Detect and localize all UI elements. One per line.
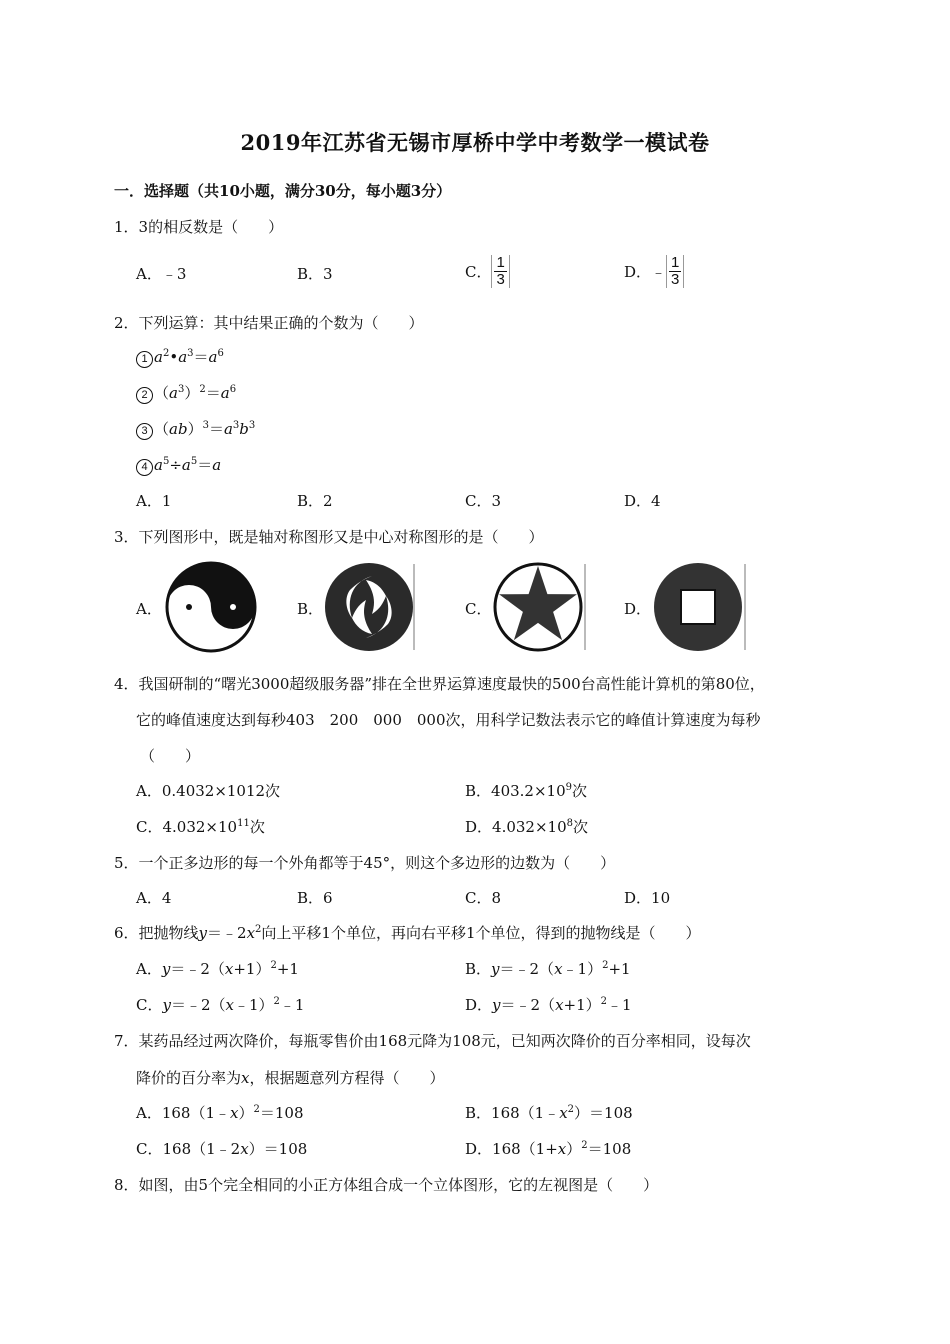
section-heading: 一．选择题（共10小题，满分30分，每小题3分） [114,182,452,200]
q6-option-d: D．$y=﹣2(x+1)^2﹣1$ [465,996,632,1014]
q5-option-c: C．8 [465,889,502,907]
q6-option-a: A．$y=﹣2(x+1)^2+1$ [136,960,299,978]
q3-option-d: D． [624,600,652,618]
question-8-stem: 8．如图，由5个完全相同的小正方体组合成一个立体图形，它的左视图是（ ） [114,1176,659,1194]
q4-option-c: C．$4.032\times 10^{11}$次 [136,818,265,836]
fraction-numerator: 1 [496,254,505,271]
q2-statement-1: 1 $a^2•a^3=a^6$ [136,346,224,368]
q1-option-c [465,255,510,288]
fraction-denominator: 3 [496,271,505,288]
circled-number: 4 [136,459,153,476]
q7-option-c: C．168（1﹣2x）＝108 [136,1140,308,1158]
page-title: 2019年江苏省无锡市厚桥中学中考数学一模试卷 [240,130,710,155]
question-3-stem: 3．下列图形中，既是轴对称图形又是中心对称图形的是（ ） [114,528,544,546]
question-4-line-3: （ ） [140,747,201,765]
star-in-circle-figure [492,560,588,654]
q6-option-b: B．y＝﹣2（x﹣1）$^2$+1 [465,960,631,978]
question-4-line-1: 4．我国研制的“曙光3000超级服务器”排在全世界运算速度最快的500台高性能计算机的第80位， [114,675,765,693]
coin-square-hole-figure [652,560,748,654]
q5-option-d: D．10 [624,889,671,907]
q7-option-d: D．$168(1+x)^2=108$ [465,1140,632,1158]
q1-option-c-label: C． [465,263,492,281]
q5-option-b: B．6 [297,889,333,907]
q2-statement-3: 3 $(ab)^3=a^3b^3$ [136,418,255,440]
circled-number: 3 [136,423,153,440]
q1-option-a: A．﹣3 [136,265,187,283]
q1-option-c-fraction [491,255,509,288]
question-1-stem: 1．3的相反数是（ ） [114,218,284,236]
q1-option-d-fraction [666,255,684,288]
q1-option-b: B．3 [297,265,333,283]
q2-option-a: A．1 [136,492,172,510]
q4-option-b: B．$403.2\times 10^9$次 [465,782,588,800]
fraction-denominator: 3 [671,271,680,288]
yin-yang-figure [164,560,258,654]
question-7-line-1: 7．某药品经过两次降价，每瓶零售价由168元降为108元，已知两次降价的百分率相同，设每次 [114,1032,751,1050]
q2-statement-2: 2 $(a^3)^2=a^6$ [136,382,236,404]
q4-option-d: D．$4.032\times 10^8$次 [465,818,589,836]
q1-option-d [624,255,684,288]
q7-option-b: B．$168(1﹣x^2)=108$ [465,1104,633,1122]
q2-option-b: B．2 [297,492,333,510]
question-7-line-2: 降价的百分率为x，根据题意列方程得（ ） [136,1069,445,1087]
q4-option-a: A．0.4032×1012次 [136,782,281,800]
q7-option-a: A．168（1﹣x）$^2$＝108 [136,1104,304,1122]
question-6-stem: 6．把抛物线$y=﹣2x^2$向上平移1个单位，再向右平移1个单位，得到的抛物线是（ ） [114,924,701,942]
circled-number: 1 [136,351,153,368]
circled-number: 2 [136,387,153,404]
q6-option-c: C．y＝﹣2（x﹣1）$^2$﹣1 [136,996,305,1014]
question-4-line-2: 它的峰值速度达到每秒403 200 000 000次，用科学记数法表示它的峰值计算速度为每秒 [136,711,761,729]
q2-option-d: D．4 [624,492,661,510]
question-2-stem: 2．下列运算：其中结果正确的个数为（ ） [114,314,424,332]
fraction-numerator: 1 [671,254,680,271]
q3-option-c: C． [465,600,492,618]
q3-option-b: B． [297,600,324,618]
q1-option-d-label: D．﹣ [624,263,667,281]
q3-option-a: A． [136,600,162,618]
q2-statement-4: 4 $a^5\div a^5=a$ [136,454,221,476]
q5-option-a: A．4 [136,889,172,907]
swoosh-emblem-figure [322,560,418,654]
question-5-stem: 5．一个正多边形的每一个外角都等于45°，则这个多边形的边数为（ ） [114,854,616,872]
q2-option-c: C．3 [465,492,502,510]
